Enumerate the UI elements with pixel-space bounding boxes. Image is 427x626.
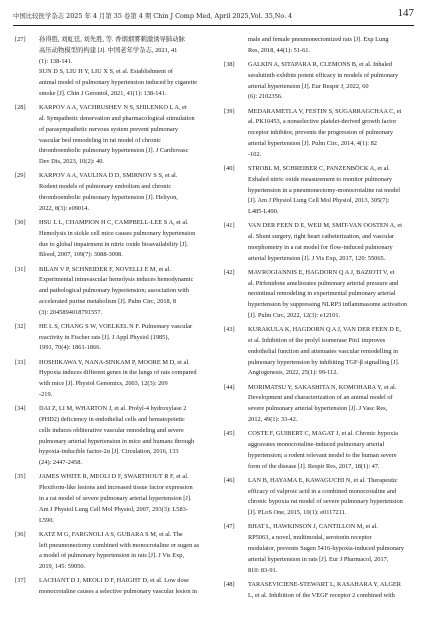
reference-line: HSU L L, CHAMPION H C, CAMPBELL-LEE S A, et al. bbox=[39, 218, 189, 226]
reference-entry bbox=[224, 60, 416, 103]
reference-number: [37] bbox=[15, 577, 26, 585]
reference-line: thromboembolic pulmonary hypertension [J]. Heliyon, bbox=[39, 193, 178, 201]
reference-entry bbox=[15, 218, 207, 261]
reference-line: BHAT L, HAWKINSON J, CANTILLON M, et al. bbox=[248, 523, 378, 531]
reference-line: left pneumonectomy combined with monocrotaline or sugen as bbox=[39, 541, 200, 549]
reference-line: seralutinib exhibits potent efficacy in models of pulmonary bbox=[248, 71, 399, 79]
reference-entry bbox=[15, 472, 207, 526]
reference-line: arterial hypertension in rats [J]. Eur J Pharmacol, 2017, bbox=[248, 555, 389, 563]
header-rule bbox=[13, 25, 414, 26]
reference-line: animal model of pulmonary hypertension induced by cigarette bbox=[39, 79, 198, 87]
reference-entry bbox=[224, 522, 416, 576]
reference-line: arterial hypertension [J]. J Vis Exp, 2017, 120: 55065. bbox=[248, 254, 386, 262]
reference-entry bbox=[15, 576, 207, 598]
reference-entry bbox=[15, 404, 207, 469]
reference-line: [J]. PLoS One, 2015, 10(1): e0117211. bbox=[248, 509, 347, 517]
reference-line: (1): 138-141. bbox=[39, 57, 73, 65]
reference-line: VAN DER FEEN D E, WEIJ M, SMIT-VAN OOSTEN A, et bbox=[248, 222, 402, 230]
reference-line: LACHANT D J, MEOLI D F, HAIGHT D, et al. Low dose bbox=[39, 577, 189, 585]
reference-number: [43] bbox=[224, 326, 235, 334]
reference-line: morphometry in a rat model for flow-induced pulmonary bbox=[248, 243, 393, 251]
reference-number: [30] bbox=[15, 218, 26, 226]
reference-line: -102. bbox=[248, 150, 262, 158]
reference-line: STROBL M, SCHREIBER C, PANZENBÖCK A, et al. bbox=[248, 164, 390, 172]
reference-line: et al. Inhibition of the prolyl isomerase Pin1 improves bbox=[248, 337, 386, 345]
reference-number: [45] bbox=[224, 430, 235, 438]
reference-line: 2019, 145: 59050. bbox=[39, 563, 86, 571]
reference-line: [J]. Am J Physiol Lung Cell Mol Physiol, 2013, 305(7): bbox=[248, 197, 390, 205]
reference-line: monocrotaline causes a selective pulmonary vascular lesion in bbox=[39, 588, 198, 596]
reference-number: [28] bbox=[15, 104, 26, 112]
reference-line: KURAKULA K, HAGDORN Q A J, VAN DER FEEN D E, bbox=[248, 326, 401, 334]
reference-entry bbox=[15, 358, 207, 401]
reference-line: a model of pulmonary hypertension in rats [J]. J Vis Exp, bbox=[39, 552, 185, 560]
reference-line: Development and characterization of an animal model of bbox=[248, 394, 393, 402]
reference-line: KARPOV A A, VACHRUSHEV N S, SHILENKO L A, et bbox=[39, 104, 187, 112]
reference-entry bbox=[224, 164, 416, 218]
reference-entry bbox=[15, 103, 207, 168]
reference-number: [27] bbox=[15, 36, 26, 43]
reference-number: [31] bbox=[15, 265, 26, 273]
reference-line: hypertension; a rodent relevant model to the human severe bbox=[248, 451, 397, 459]
reference-line: COSTE F, GUIBERT C, MAGAT J, et al. Chronic hypoxia bbox=[248, 430, 398, 438]
reference-number: [39] bbox=[224, 107, 235, 115]
reference-line: reactivity in Fischer rats [J]. J Appl Physiol (1985), bbox=[39, 333, 170, 341]
reference-number: [47] bbox=[224, 523, 235, 531]
reference-line: aggravates monocrotaline-induced pulmonary arterial bbox=[248, 441, 385, 449]
reference-line: L485-L490. bbox=[248, 208, 279, 216]
reference-entry bbox=[224, 325, 416, 379]
reference-entry bbox=[15, 171, 207, 214]
reference-line: -219. bbox=[39, 391, 53, 399]
reference-number: [36] bbox=[15, 530, 26, 538]
reference-column-left bbox=[15, 35, 207, 601]
reference-line: hypertension by suppressing NLRP3 inflammasome activation bbox=[248, 301, 408, 309]
reference-line: of parasympathetic nervous system prevent pulmonary bbox=[39, 125, 178, 133]
page-number: 147 bbox=[397, 7, 414, 19]
reference-line: L590. bbox=[39, 516, 54, 524]
reference-line: 高压动物模型的构建 [J]. 中国老年学杂志, 2021, 41 bbox=[39, 46, 178, 54]
reference-line: neointimal remodeling in experimental pulmonary arterial bbox=[248, 290, 396, 298]
reference-line: KATZ M G, FARGNOLI A S, GUBARA S M, et al. The bbox=[39, 530, 183, 538]
reference-line: L, et al. Inhibition of the VEGF receptor 2 combined with bbox=[248, 591, 395, 599]
reference-line: Exhaled nitric oxide measurement to monitor pulmonary bbox=[248, 175, 393, 183]
reference-number: [32] bbox=[15, 322, 26, 330]
journal-header: 中国比较医学杂志 2025 年 4 月第 35 卷第 4 期 Chin J Comp Med, April 2025,Vol. 35,No. 4 bbox=[13, 12, 293, 20]
reference-number: [33] bbox=[15, 358, 26, 366]
reference-line: 2012, 49(1): 33-42. bbox=[248, 416, 298, 424]
reference-line: Hypoxia induces different genes in the lungs of rats compared bbox=[39, 369, 197, 377]
reference-entry bbox=[15, 322, 207, 354]
reference-line: receptor inhibitor, prevents the progression of pulmonary bbox=[248, 129, 394, 137]
reference-line: arterial hypertension [J]. Pulm Circ, 2014, 4(1): 82 bbox=[248, 139, 377, 147]
reference-line: Rodent models of pulmonary embolism and chronic bbox=[39, 183, 172, 191]
reference-number: [46] bbox=[224, 476, 235, 484]
reference-line: MEDARAMETLA V, FESTIN S, SUGARRAGCHAA C, et bbox=[248, 107, 402, 115]
reference-line: JAMES WHITE R, MEOLI D F, SWARTHOUT R F, et al. bbox=[39, 473, 189, 481]
reference-line: severe pulmonary arterial hypertension [J]. J Vasc Res, bbox=[248, 405, 388, 413]
reference-line: Res, 2018, 44(1): 51-61. bbox=[248, 46, 311, 54]
reference-line: Dev Dis, 2023, 10(2): 40. bbox=[39, 158, 105, 166]
reference-line: 1991, 70(4): 1861-1866. bbox=[39, 344, 102, 352]
reference-line: al. PK10453, a nonselective platelet-derived growth factor bbox=[248, 118, 397, 126]
reference-entry bbox=[224, 476, 416, 519]
reference-line: Am J Physiol Lung Cell Mol Physiol, 2007, 293(3): L583- bbox=[39, 505, 188, 513]
reference-line: al. Sympathetic denervation and pharmacological stimulation bbox=[39, 114, 195, 122]
reference-line: male and female pneumonectomized rats [J]. Exp Lung bbox=[248, 36, 389, 43]
reference-number: [29] bbox=[15, 172, 26, 180]
reference-line: [J]. Pulm Circ, 2022, 12(3): e12101. bbox=[248, 312, 341, 320]
reference-line: 810: 83-91. bbox=[248, 566, 278, 574]
reference-line: TARASEVICIENE-STEWART L, KASAHARA Y, ALGER bbox=[248, 580, 402, 588]
reference-line: MAVROGIANNIS E, HAGDORN Q A J, BAZIOTI V, et bbox=[248, 268, 395, 276]
reference-number: [41] bbox=[224, 222, 235, 230]
reference-entry bbox=[224, 221, 416, 264]
reference-line: HOSHIKAWA Y, NANA-SINKAM P, MOORE M D, et al. bbox=[39, 358, 190, 366]
reference-line: accelerated purine metabolism [J]. Pulm Circ, 2018, 8 bbox=[39, 297, 177, 305]
reference-line: GALKIN A, SITAPARA R, CLEMONS B, et al. Inhaled bbox=[248, 60, 393, 68]
reference-number: [44] bbox=[224, 383, 235, 391]
reference-line: (3): 2045894018791557. bbox=[39, 308, 103, 316]
reference-entry bbox=[15, 530, 207, 573]
reference-line: with mice [J]. Physiol Genomics, 2003, 12(3): 209 bbox=[39, 380, 168, 388]
reference-line: 孙得胜, 刘虹廷, 刘先胜, 等. 香烟烟雾刺激诱导肺动脉 bbox=[39, 36, 185, 43]
reference-line: KARPOV A A, VAULINA D D, SMIRNOV S S, et al. bbox=[39, 172, 178, 180]
reference-line: RP5063, a novel, multimodal, serotonin receptor bbox=[248, 534, 372, 542]
reference-number: [48] bbox=[224, 580, 235, 588]
reference-line: endothelial function and attenuates vascular remodelling in bbox=[248, 347, 399, 355]
reference-line: Experimental intravascular hemolysis induces hemodynamic bbox=[39, 276, 194, 284]
reference-line: Plexiform-like lesions and increased tissue factor expression bbox=[39, 484, 193, 492]
reference-line: (6): 2102356. bbox=[248, 93, 283, 101]
reference-line: hypoxia-inducible factor-2α [J]. Circulation, 2016, 133 bbox=[39, 448, 179, 456]
reference-line: smoke [J]. Chin J Gerontol, 2021, 41(1): 138-141. bbox=[39, 89, 167, 97]
reference-line: due to global impairment in nitric oxide bioavailability [J]. bbox=[39, 240, 189, 248]
reference-line: Angiogenesis, 2022, 25(1): 99-112. bbox=[248, 369, 338, 377]
reference-line: vascular bed remodeling in rat model of chronic bbox=[39, 136, 162, 144]
reference-line: MORIMATSU Y, SAKASHITA N, KOMOHARA Y, et al. bbox=[248, 383, 397, 391]
reference-line: al. Pirfenidone ameliorates pulmonary arterial pressure and bbox=[248, 279, 399, 287]
reference-line: al. Shunt surgery, right heart catheterization, and vascular bbox=[248, 233, 395, 241]
reference-line: SUN D S, LIU H Y, LIU X S, et al. Establishment of bbox=[39, 68, 173, 76]
reference-entry bbox=[224, 268, 416, 322]
reference-entry bbox=[224, 383, 416, 426]
reference-line: Blood, 2007, 109(7): 3088-3098. bbox=[39, 251, 123, 259]
reference-line: cells induces obliterative vascular remodeling and severe bbox=[39, 426, 184, 434]
reference-line: chronic hypoxia rat model of severe pulmonary hypertension bbox=[248, 498, 403, 506]
reference-entry bbox=[15, 35, 207, 100]
reference-line: and pathological pulmonary hypertension; association with bbox=[39, 287, 189, 295]
reference-line: DAI Z, LI M, WHARTON J, et al. Prolyl-4 hydroxylase 2 bbox=[39, 405, 187, 413]
reference-number: [42] bbox=[224, 268, 235, 276]
reference-number: [40] bbox=[224, 164, 235, 172]
reference-line: hypertension in a pneumonectomy-monocrotaline rat model bbox=[248, 186, 401, 194]
reference-column-right bbox=[224, 35, 416, 605]
reference-entry bbox=[224, 429, 416, 472]
reference-line: 2022, 8(3): e09014. bbox=[39, 204, 90, 212]
reference-line: form of the disease [J]. Respir Res, 2017, 18(1): 47. bbox=[248, 462, 380, 470]
reference-line: modulator, prevents Sugen 5416-hypoxia-induced pulmonary bbox=[248, 544, 405, 552]
reference-line: HE L S, CHANG S W, VOELKEL N F. Pulmonary vascular bbox=[39, 322, 193, 330]
reference-line: (PHD2) deficiency in endothelial cells and hematopoietic bbox=[39, 416, 185, 424]
reference-line: arterial hypertension [J]. Eur Respir J, 2022, 60 bbox=[248, 82, 369, 90]
reference-entry bbox=[224, 580, 416, 602]
reference-line: Hemolysis in sickle cell mice causes pulmonary hypertension bbox=[39, 229, 196, 237]
reference-line: pulmonary hypertension by inhibiting TGF-β signalling [J]. bbox=[248, 358, 400, 366]
reference-line: pulmonary arterial hypertension in mice and humans through bbox=[39, 437, 195, 445]
reference-entry bbox=[15, 265, 207, 319]
reference-line: thromboembolic pulmonary hypertension [J]. J Cardiovasc bbox=[39, 147, 189, 155]
reference-line: LAN B, HAYAMA E, KAWAGUCHI N, et al. Therapeutic bbox=[248, 476, 398, 484]
reference-line: in a rat model of severe pulmonary arterial hypertension [J]. bbox=[39, 495, 192, 502]
reference-number: [35] bbox=[15, 473, 26, 481]
running-header bbox=[13, 7, 414, 25]
reference-number: [38] bbox=[224, 60, 235, 68]
reference-entry bbox=[224, 35, 416, 57]
reference-number: [34] bbox=[15, 405, 26, 413]
reference-line: BILAN V P, SCHNEIDER F, NOVELLI E M, et al. bbox=[39, 265, 171, 273]
reference-entry bbox=[224, 107, 416, 161]
reference-line: efficacy of valproic acid in a combined monocrotaline and bbox=[248, 487, 397, 495]
reference-line: (24): 2447-2458. bbox=[39, 459, 82, 467]
